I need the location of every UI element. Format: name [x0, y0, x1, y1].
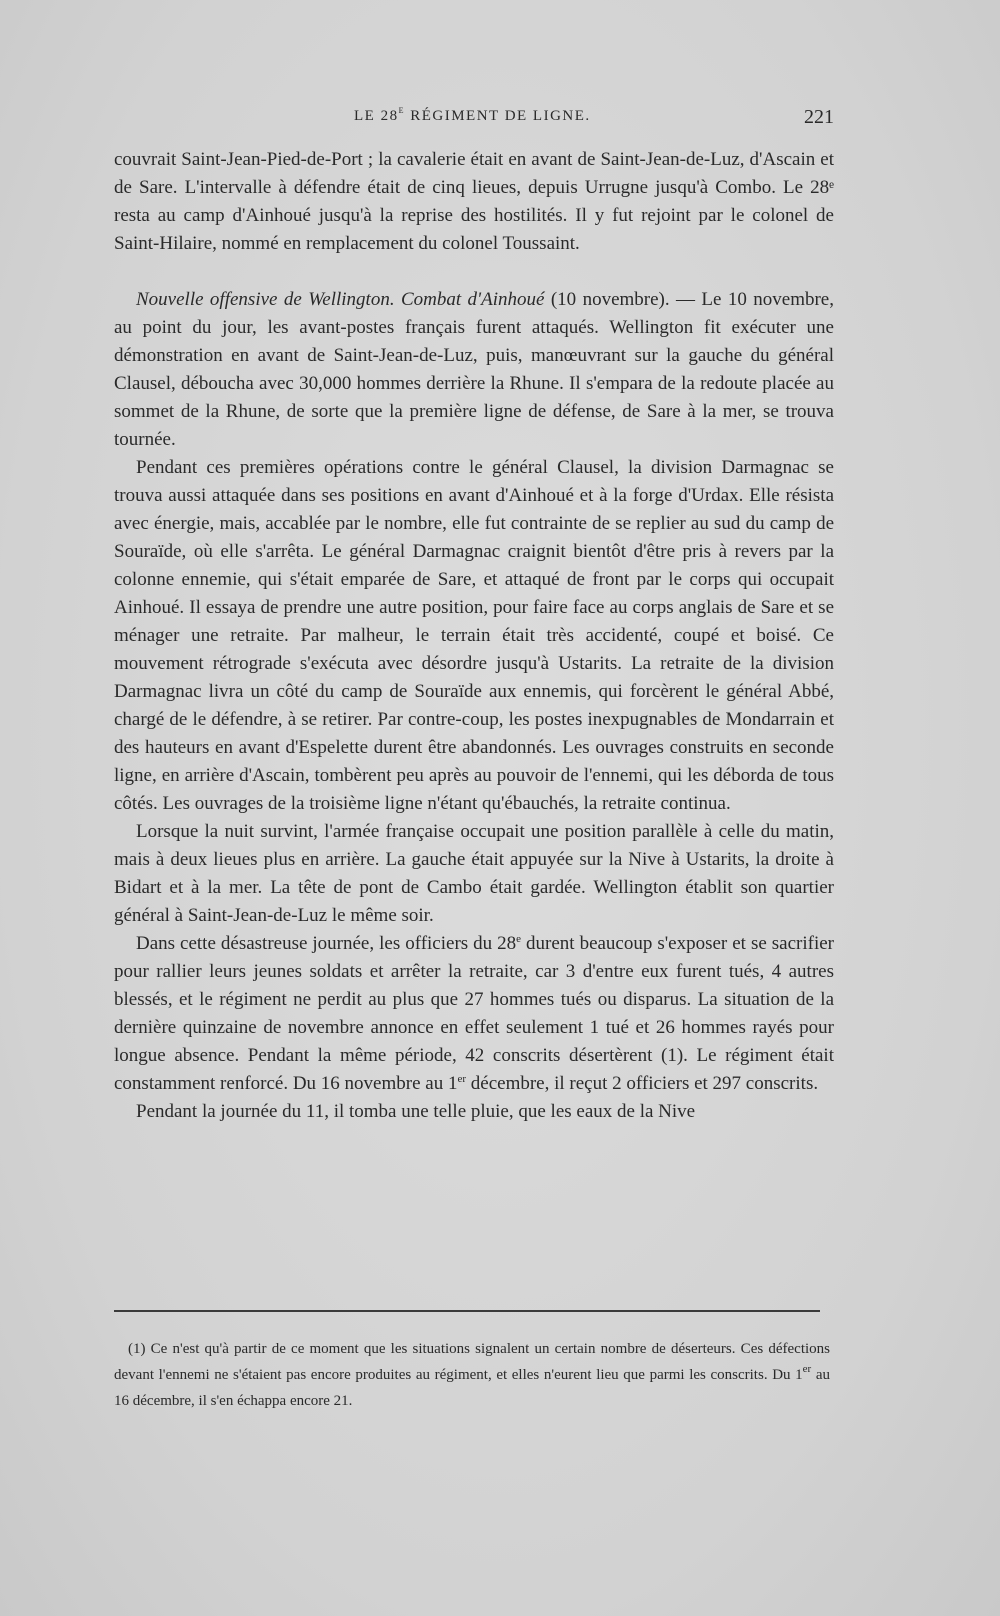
footnote — [114, 1336, 830, 1414]
footnote-rule — [114, 1310, 820, 1312]
paragraph-6: Pendant la journée du 11, il tomba une telle pluie, que les eaux de la Nive — [136, 1101, 696, 1122]
section-date: (10 novembre). — — [544, 289, 702, 310]
body-text — [114, 146, 834, 1126]
paragraph-2: Le 10 novembre, au point du jour, les avant-postes français furent attaqués. Wellington fit exécuter une démonstration en avant de Saint-Jean-de-Luz, puis, manœuvrant sur la gauche du général Clausel, déboucha avec 30,000 hommes derrière la Rhune. Il s'empara de la redoute placée au sommet de la Rhune, de sorte que la première ligne de défense, de Sare à la mer, se trouva tournée. — [114, 289, 834, 450]
section-heading-paragraph — [114, 286, 834, 454]
paragraph-4: Lorsque la nuit survint, l'armée française occupait une position parallèle à celle du matin, mais à deux lieues plus en arrière. La gauche était appuyée sur la Nive à Ustarits, la droite à Bidart et à la mer. La tête de pont de Cambo était gardée. Wellington établit son quartier général à Saint-Jean-de-Luz le même soir. — [114, 821, 834, 926]
paragraph-3: Pendant ces premières opérations contre le général Clausel, la division Darmagnac se trouva aussi attaquée dans ses positions en avant d'Ainhoué et à la forge d'Urdax. Elle résista avec énergie, mais, accablée par le nombre, elle fut contrainte de se replier au sud du camp de Souraïde, où elle s'arrêta. Le général Darmagnac craignit bientôt d'être pris à revers par la colonne ennemie, qui s'était emparée de Sare, et attaqué de front par le corps qui occupait Ainhoué. Il essaya de prendre une autre position, pour faire face au corps anglais de Sare et se ménager une retraite. Par malheur, le terrain était très accidenté, coupé et boisé. Ce mouvement rétrograde s'exécuta avec désordre jusqu'à Ustarits. La retraite de la division Darmagnac livra un côté du camp de Souraïde aux ennemis, qui forcèrent le général Abbé, chargé de le défendre, à se retirer. Par contre-coup, les postes inexpugnables de Mondarrain et des hauteurs en avant d'Espelette durent être abandonnés. Les ouvrages construits en seconde ligne, en arrière d'Ascain, tombèrent peu après au pouvoir de l'ennemi, qui les déborda de tous côtés. Les ouvrages de la troisième ligne n'étant qu'ébauchés, la retraite continua. — [114, 457, 834, 814]
section-title: Nouvelle offensive de Wellington. Combat d'Ainhoué — [136, 289, 545, 310]
paragraph-5: Dans cette désastreuse journée, les officiers du 28e durent beaucoup s'exposer et se sacrifier pour rallier leurs jeunes soldats et arrêter la retraite, car 3 d'entre eux furent tués, 4 autres blessés, et le régiment ne perdit au plus que 27 hommes tués ou disparus. La situation de la dernière quinzaine de novembre annonce en effet seulement 1 tué et 26 hommes rayés pour longue absence. Pendant la même période, 42 conscrits désertèrent (1). Le régiment était constamment renforcé. Du 16 novembre au 1er décembre, il reçut 2 officiers et 297 conscrits. — [114, 933, 835, 1094]
footnote-text: (1) Ce n'est qu'à partir de ce moment que les situations signalent un certain nombre de déserteurs. Ces défections devant l'ennemi ne s'étaient pas encore produites au régiment, et elles n'eurent lieu que parmi les conscrits. Du 1er au 16 décembre, il s'en échappa encore 21. — [114, 1341, 830, 1409]
running-title: LE 28e RÉGIMENT DE LIGNE. — [354, 104, 591, 124]
paragraph-1: couvrait Saint-Jean-Pied-de-Port ; la cavalerie était en avant de Saint-Jean-de-Luz, d'Ascain et de Sare. L'intervalle à défendre était de cinq lieues, depuis Urrugne jusqu'à Combo. Le 28ᵉ resta au camp d'Ainhoué jusqu'à la reprise des hostilités. Il y fut rejoint par le colonel de Saint-Hilaire, nommé en remplacement du colonel Toussaint. — [114, 149, 834, 254]
page-number: 221 — [804, 106, 834, 128]
running-head — [114, 104, 834, 132]
section-spacer — [114, 258, 834, 286]
